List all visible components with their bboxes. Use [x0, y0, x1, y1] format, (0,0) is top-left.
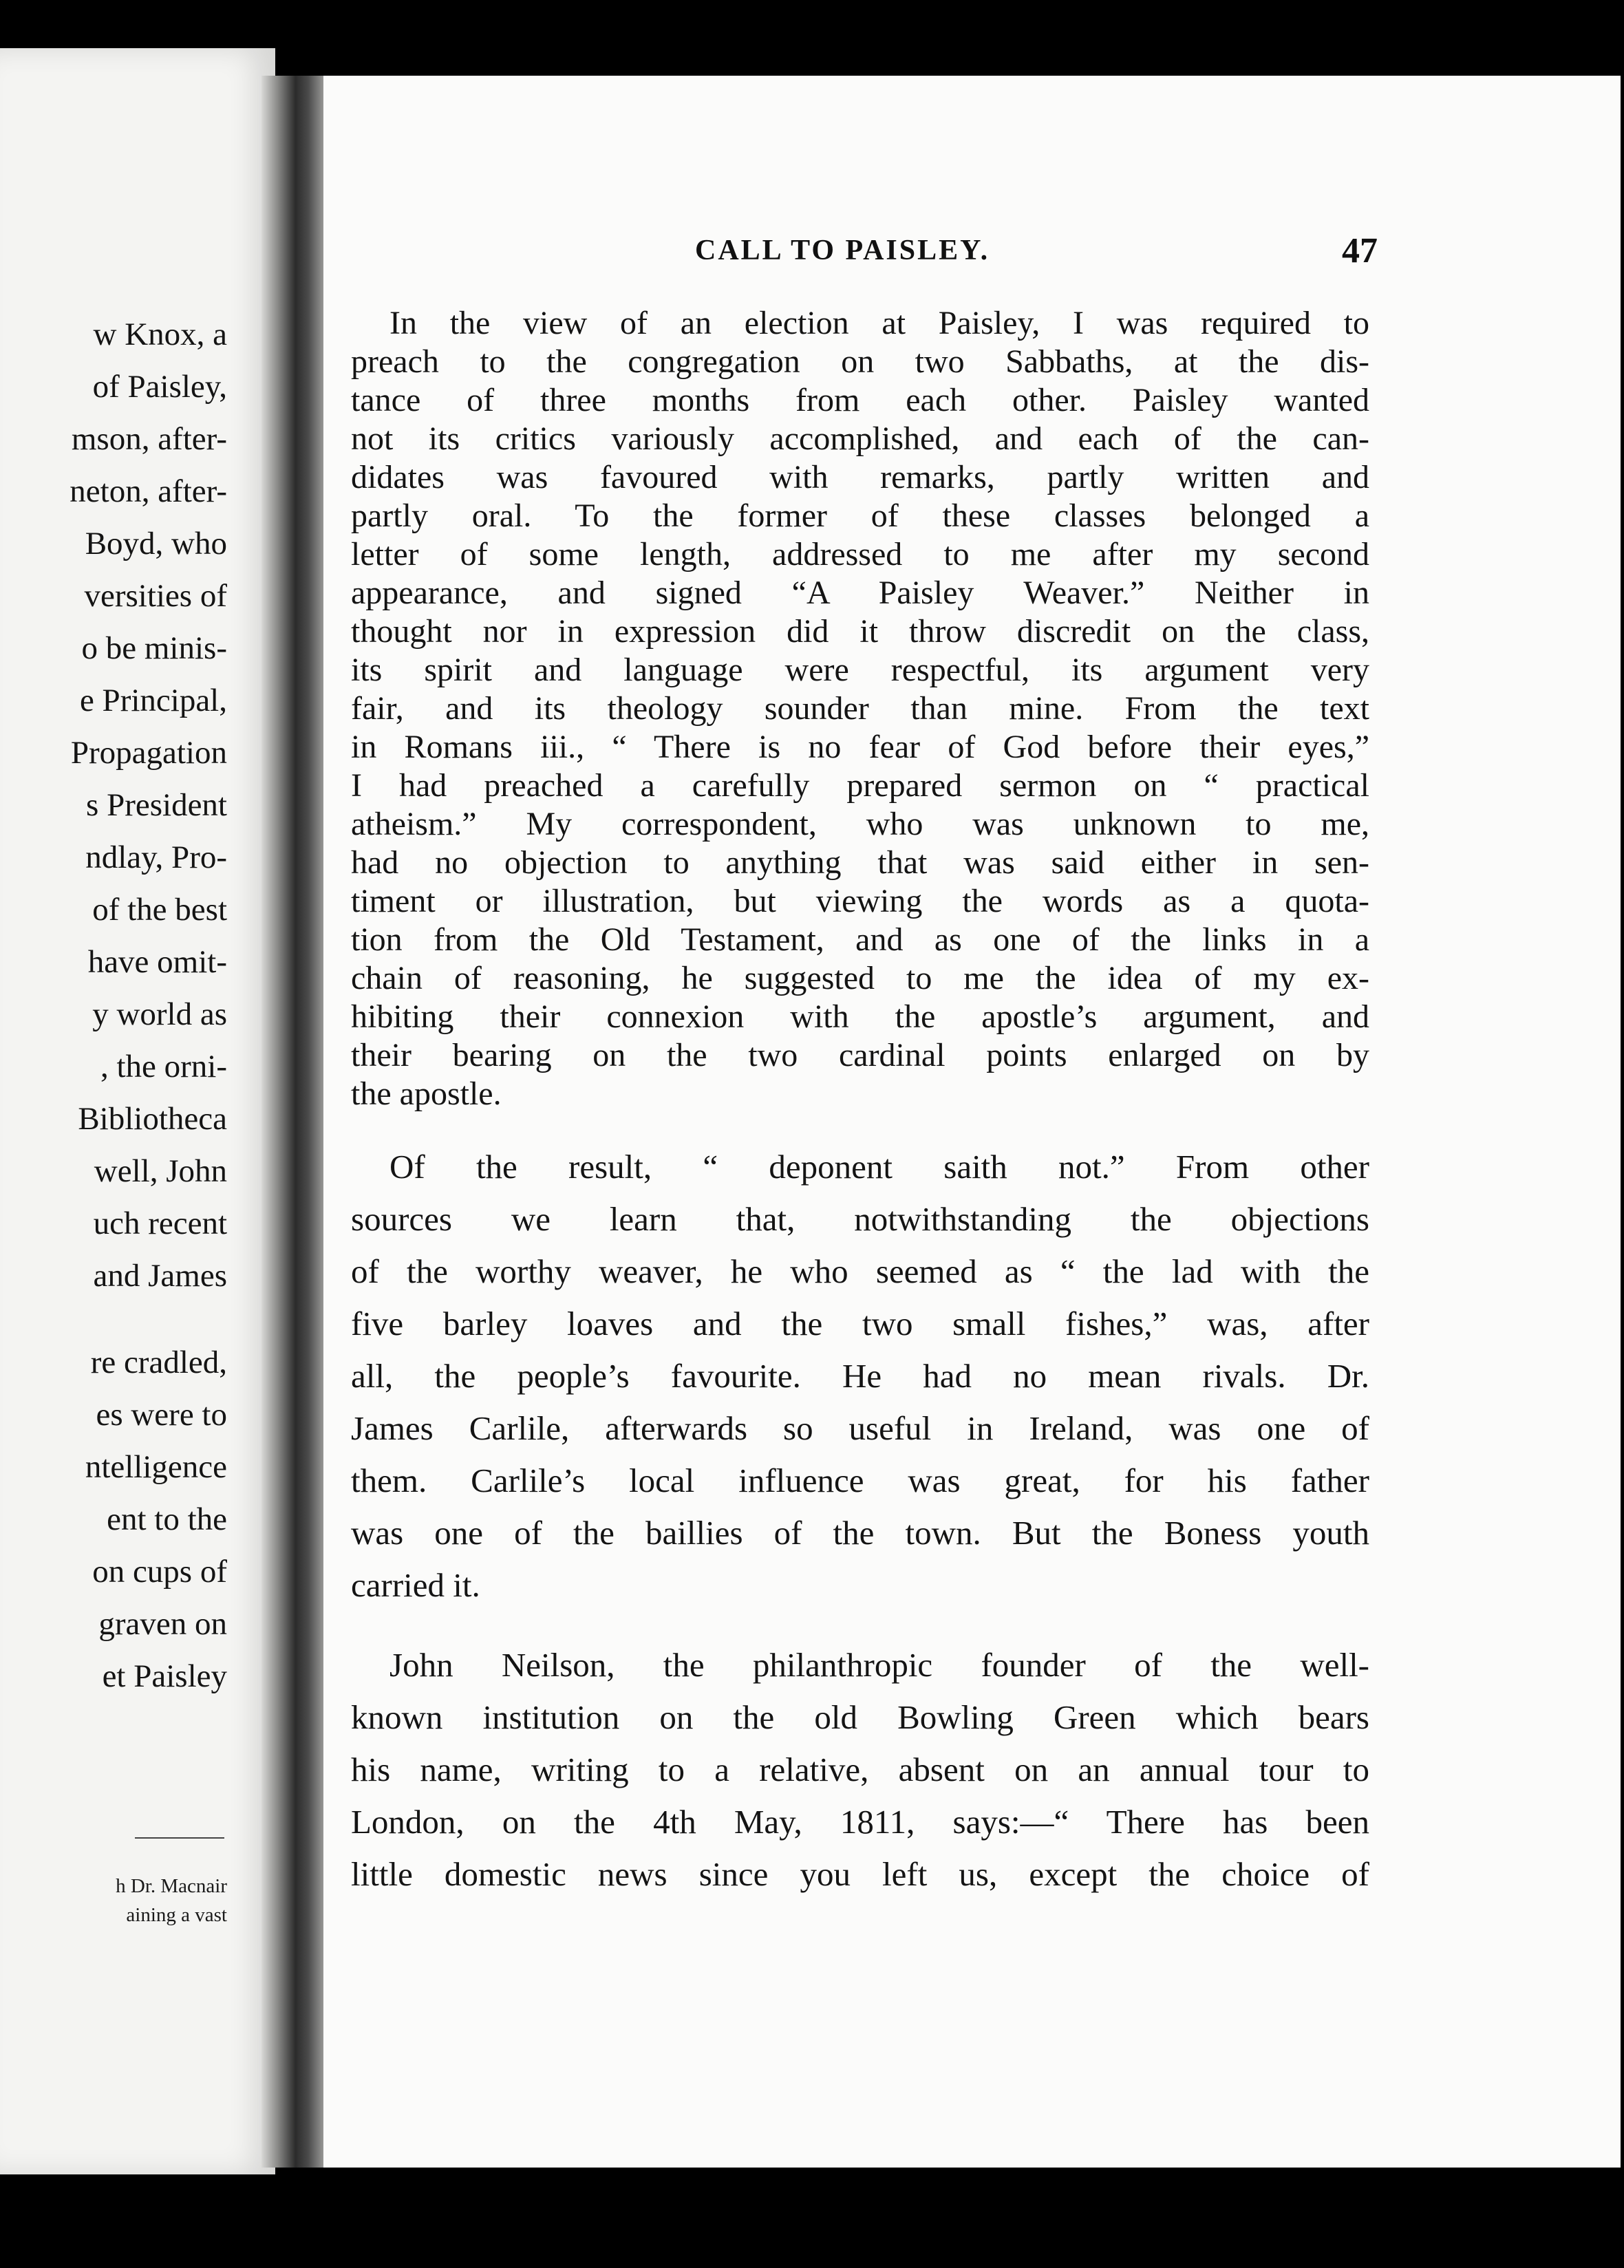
left-text-line: ent to the	[107, 1501, 227, 1537]
left-text-line: s President	[86, 787, 227, 823]
left-footnote-line: h Dr. Macnair	[116, 1875, 227, 1897]
left-page-footnotes	[0, 1872, 227, 1929]
text-line: all, the people’s favourite. He had no mean rivals. Dr.	[351, 1357, 1369, 1395]
text-line: its spirit and language were respectful, its argument very	[351, 652, 1369, 688]
left-text-line: o be minis-	[81, 630, 227, 666]
left-text-line: ndlay, Pro-	[85, 839, 227, 875]
paragraph-3	[351, 1639, 1369, 1901]
text-line: Of the result, “ deponent saith not.” From other	[389, 1148, 1369, 1186]
paragraph-1	[351, 304, 1369, 1113]
left-text-line: of Paisley,	[92, 369, 227, 405]
left-text-line: have omit-	[87, 944, 227, 980]
left-text-line: graven on	[98, 1606, 227, 1642]
left-text-line: and James	[93, 1258, 227, 1294]
text-line: In the view of an election at Paisley, I was required to	[389, 305, 1369, 341]
left-text-line: uch recent	[93, 1206, 227, 1241]
running-head: CALL TO PAISLEY.	[695, 235, 990, 266]
text-line: carried it.	[351, 1566, 480, 1604]
left-page-text	[0, 308, 227, 1702]
text-line: didates was favoured with remarks, partly written and	[351, 459, 1369, 495]
left-text-line: of the best	[92, 892, 227, 928]
left-text-line: versities of	[84, 578, 227, 614]
text-line: known institution on the old Bowling Green which bears	[351, 1698, 1369, 1736]
text-line: preach to the congregation on two Sabbaths, at the dis-	[351, 343, 1369, 380]
text-line: timent or illustration, but viewing the words as a quota-	[351, 883, 1369, 919]
text-line: of the worthy weaver, he who seemed as “ the lad with the	[351, 1252, 1369, 1290]
text-line: hibiting their connexion with the apostle’s argument, and	[351, 998, 1369, 1035]
left-text-line: Propagation	[70, 735, 227, 771]
text-line: the apostle.	[351, 1076, 502, 1112]
left-text-line: et Paisley	[102, 1658, 227, 1694]
text-line: letter of some length, addressed to me after my second	[351, 536, 1369, 573]
text-line: atheism.” My correspondent, who was unknown to me,	[351, 806, 1369, 842]
text-line: sources we learn that, notwithstanding the objections	[351, 1200, 1369, 1238]
left-text-line: w Knox, a	[93, 317, 227, 352]
text-line: fair, and its theology sounder than mine. From the text	[351, 690, 1369, 727]
left-text-line: re cradled,	[90, 1345, 227, 1380]
text-line: them. Carlile’s local influence was great, for his father	[351, 1462, 1369, 1499]
text-line: John Neilson, the philanthropic founder of the well-	[389, 1646, 1369, 1684]
text-line: London, on the 4th May, 1811, says:—“ There has been	[351, 1803, 1369, 1841]
left-text-line: ntelligence	[85, 1449, 227, 1485]
left-text-line: neton, after-	[70, 473, 227, 509]
left-text-line: well, John	[94, 1153, 227, 1189]
text-line: was one of the baillies of the town. But the Boness youth	[351, 1514, 1369, 1552]
left-text-line: e Principal,	[79, 683, 227, 718]
page-number: 47	[1342, 231, 1378, 270]
left-text-line: mson, after-	[71, 421, 227, 457]
text-line: not its critics variously accomplished, and each of the can-	[351, 420, 1369, 457]
left-text-line: es were to	[96, 1397, 227, 1433]
left-footnote-line: aining a vast	[126, 1904, 227, 1926]
text-line: chain of reasoning, he suggested to me the idea of my ex-	[351, 960, 1369, 996]
paragraph-gap	[0, 1302, 227, 1336]
text-line: his name, writing to a relative, absent on an annual tour to	[351, 1751, 1369, 1788]
left-text-line: Bibliotheca	[78, 1101, 227, 1137]
text-line: tance of three months from each other. Paisley wanted	[351, 382, 1369, 418]
left-text-line: , the orni-	[100, 1049, 227, 1084]
left-text-line: y world as	[92, 996, 227, 1032]
text-line: tion from the Old Testament, and as one of the links in a	[351, 921, 1369, 958]
page-body	[351, 304, 1369, 1901]
paragraph-2	[351, 1141, 1369, 1612]
left-facing-page	[0, 48, 275, 2174]
text-line: appearance, and signed “A Paisley Weaver.” Neither in	[351, 575, 1369, 611]
text-line: partly oral. To the former of these classes belonged a	[351, 498, 1369, 534]
text-line: thought nor in expression did it throw discredit on the class,	[351, 613, 1369, 650]
left-text-line: on cups of	[92, 1554, 227, 1590]
text-line: I had preached a carefully prepared sermon on “ practical	[351, 767, 1369, 804]
text-line: five barley loaves and the two small fishes,” was, after	[351, 1305, 1369, 1342]
text-line: James Carlile, afterwards so useful in Ireland, was one of	[351, 1409, 1369, 1447]
left-text-line: Boyd, who	[85, 526, 227, 561]
text-line: their bearing on the two cardinal points enlarged on by	[351, 1037, 1369, 1073]
text-line: in Romans iii., “ There is no fear of God before their eyes,”	[351, 729, 1369, 765]
footnote-rule	[135, 1837, 224, 1839]
text-line: had no objection to anything that was said either in sen-	[351, 844, 1369, 881]
text-line: little domestic news since you left us, except the choice of	[351, 1855, 1369, 1893]
